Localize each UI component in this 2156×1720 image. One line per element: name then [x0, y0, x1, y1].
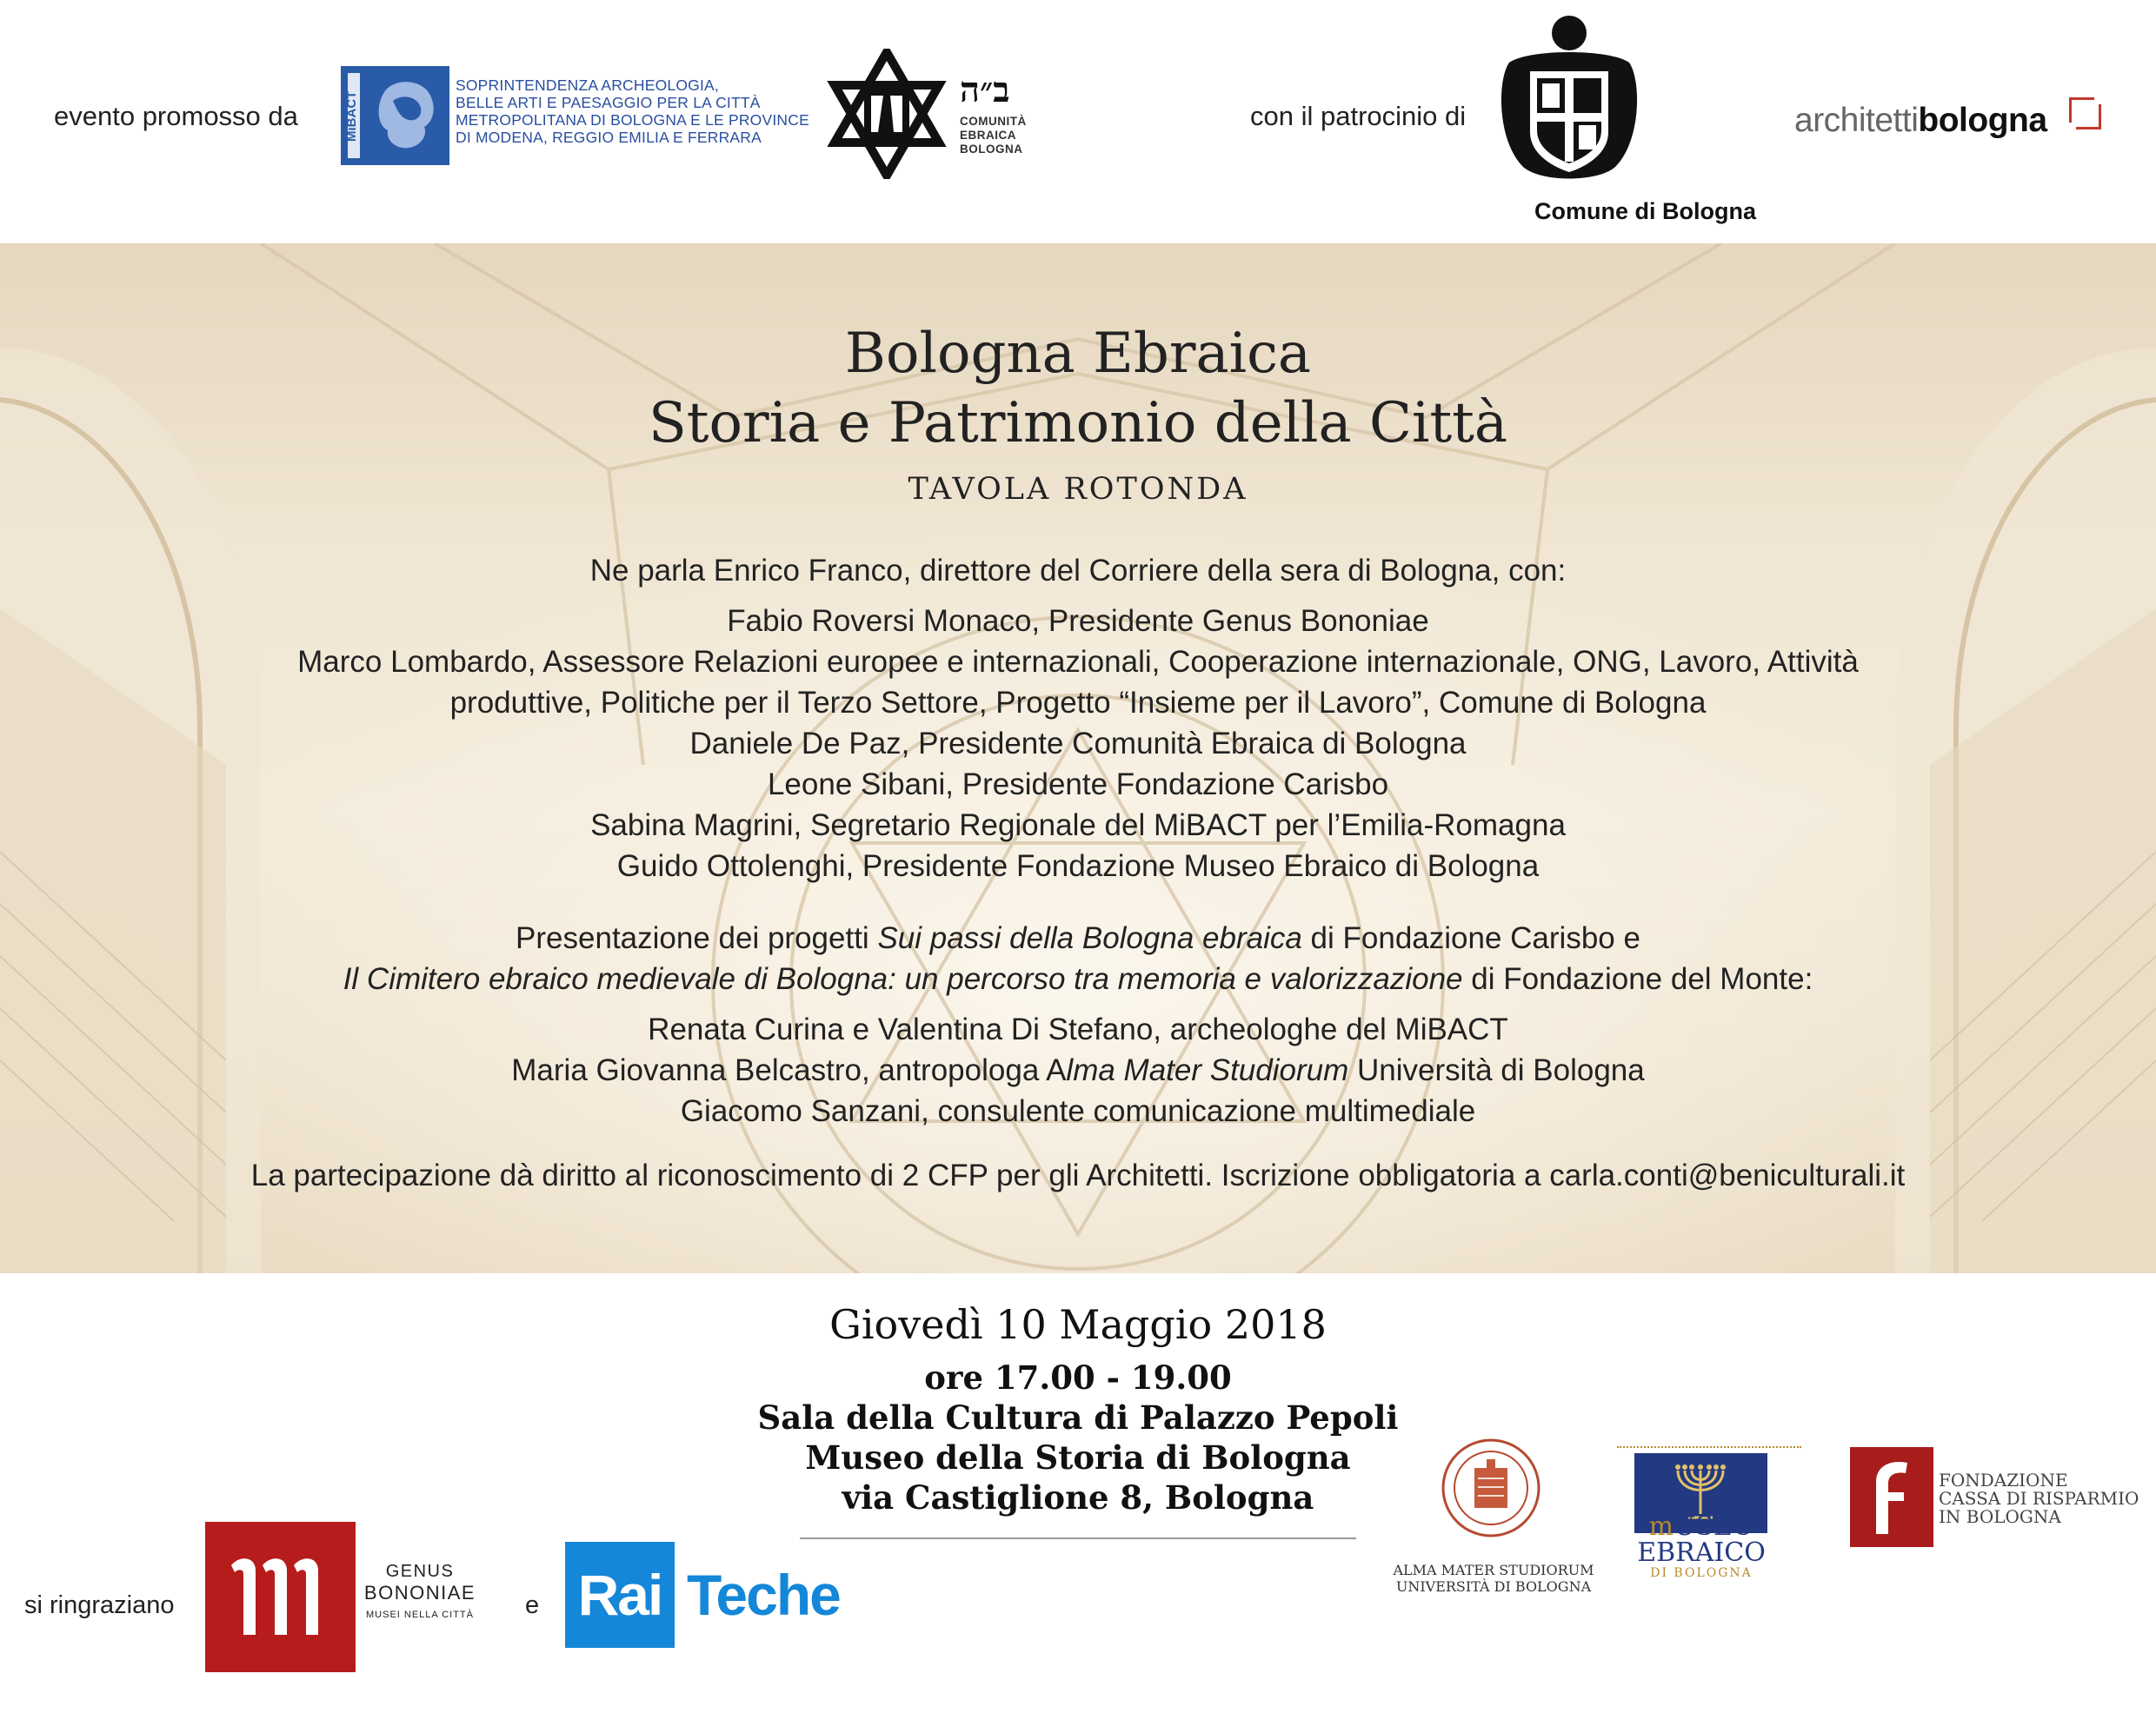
museo-ebraico-text [1627, 1511, 1775, 1580]
event-address: via Castiglione 8, Bologna [842, 1478, 1314, 1517]
presenter-3: Giacomo Sanzani, consulente comunicazione multimediale [680, 1094, 1476, 1128]
projects-line-1-post: di Fondazione Carisbo e [1301, 921, 1640, 955]
event-title-line-2: Storia e Patrimonio della Città [648, 391, 1508, 455]
projects-line-1-pre: Presentazione dei progetti [516, 921, 878, 955]
patronage-label: con il patrocinio di [1250, 101, 1467, 131]
comune-coat-of-arms-icon [1488, 10, 1650, 193]
museo-word [1627, 1511, 1775, 1542]
mibact-side-text: MiBACT [344, 90, 359, 143]
genus-line-3: MUSEI NELLA CITTÀ [366, 1610, 474, 1620]
fondazione-f-icon [1850, 1447, 1933, 1547]
rai-logo-box: Rai [565, 1542, 675, 1648]
fondazione-line-3: IN BOLOGNA [1939, 1506, 2061, 1527]
museo-useo: USEO [1674, 1511, 1754, 1542]
alma-mater-seal-icon [1440, 1437, 1542, 1539]
speaker-4: Leone Sibani, Presidente Fondazione Carisbo [767, 767, 1389, 801]
mibact-head-icon [367, 75, 442, 156]
projects-line-1 [0, 921, 2156, 956]
fondazione-carisbo-text [1939, 1471, 2139, 1526]
speaker-6: Guido Ottolenghi, Presidente Fondazione Museo Ebraico di Bologna [616, 849, 1540, 883]
presenter-2-pre: Maria Giovanna Belcastro, antropologa A [511, 1053, 1067, 1087]
speaker-5: Sabina Magrini, Segretario Regionale del MiBACT per l’Emilia-Romagna [590, 808, 1566, 842]
presenter-2-post: Università di Bologna [1348, 1053, 1645, 1087]
genus-m-icon [205, 1522, 356, 1672]
genus-bononiae-logo [205, 1522, 356, 1672]
museo-m: m [1648, 1511, 1674, 1542]
mibact-line-1: SOPRINTENDENZA ARCHEOLOGIA, [456, 76, 719, 94]
thanks-label: si ringraziano [24, 1591, 175, 1619]
alma-line-1: ALMA MATER STUDIORUM [1393, 1562, 1594, 1578]
event-room: Sala della Cultura di Palazzo Pepoli [757, 1398, 1399, 1437]
architetti-bologna-logo [1794, 102, 2047, 140]
and-label: e [525, 1591, 540, 1619]
projects-line-2-italic: Il Cimitero ebraico medievale di Bologna: un percorso tra memoria e valorizzazione [343, 962, 1463, 996]
comunita-ebraica-text [960, 115, 1027, 156]
comunita-line-1: COMUNITÀ [960, 115, 1027, 128]
event-banner [0, 243, 2156, 1273]
hebrew-mark: ב״ה [960, 70, 1010, 110]
architetti-bold: bologna [1918, 102, 2047, 139]
event-divider [800, 1537, 1356, 1539]
alma-line-2: UNIVERSITÀ DI BOLOGNA [1395, 1578, 1592, 1595]
architetti-light: architetti [1794, 102, 1919, 139]
speaker-1: Fabio Roversi Monaco, Presidente Genus Bononiae [727, 604, 1429, 638]
event-date: Giovedì 10 Maggio 2018 [829, 1301, 1327, 1348]
mibact-logo [341, 66, 449, 165]
mibact-line-2: BELLE ARTI E PAESAGGIO PER LA CITTÀ [456, 94, 761, 111]
event-time: ore 17.00 - 19.00 [924, 1358, 1232, 1397]
projects-line-1-italic: Sui passi della Bologna ebraica [877, 921, 1302, 955]
comune-di-bologna-label: Comune di Bologna [1534, 198, 1756, 224]
mibact-text [456, 76, 821, 146]
presenter-1: Renata Curina e Valentina Di Stefano, archeologhe del MiBACT [648, 1013, 1508, 1046]
comunita-line-3: BOLOGNA [960, 143, 1023, 156]
mibact-line-3: METROPOLITANA DI BOLOGNA E LE PROVINCE [456, 111, 809, 129]
projects-line-2 [0, 962, 2156, 997]
rai-teche-text: Teche [687, 1563, 840, 1627]
speaker-2: Marco Lombardo, Assessore Relazioni europee e internazionali, Cooperazione internazionale, ONG, Lavoro, Attività [297, 645, 1859, 679]
fondazione-line-1: FONDAZIONE [1939, 1470, 2068, 1491]
genus-line-2: BONONIAE [363, 1582, 476, 1604]
museo-ebraico-word: EBRAICO [1637, 1537, 1766, 1568]
presenter-2 [0, 1053, 2156, 1088]
architetti-square-icon-2 [2076, 104, 2101, 129]
comunita-line-2: EBRAICA [960, 129, 1017, 142]
speaker-3: Daniele De Paz, Presidente Comunità Ebraica di Bologna [689, 727, 1467, 760]
genus-line-1: GENUS [385, 1562, 455, 1581]
fondazione-line-2: CASSA DI RISPARMIO [1939, 1488, 2139, 1509]
intro-text: Ne parla Enrico Franco, direttore del Corriere della sera di Bologna, con: [589, 554, 1567, 588]
event-title-line-1: Bologna Ebraica [844, 322, 1312, 386]
museo-ornament [1617, 1446, 1801, 1450]
projects-line-2-post: di Fondazione del Monte: [1462, 962, 1813, 996]
event-subtitle: TAVOLA ROTONDA [908, 472, 1248, 507]
museo-di-bologna: DI BOLOGNA [1650, 1566, 1753, 1580]
alma-mater-text [1389, 1562, 1598, 1595]
presenter-2-italic: lma Mater Studiorum [1066, 1053, 1349, 1087]
star-of-david-logo [826, 49, 948, 179]
fondazione-carisbo-logo [1850, 1447, 1933, 1547]
mibact-line-4: DI MODENA, REGGIO EMILIA E FERRARA [456, 129, 762, 146]
cfp-note: La partecipazione dà diritto al riconoscimento di 2 CFP per gli Architetti. Iscrizione obbligatoria a carla.conti@beniculturali.it [250, 1159, 1906, 1192]
promoted-by-label: evento promosso da [54, 101, 298, 131]
speaker-2-continued: produttive, Politiche per il Terzo Settore, Progetto “Insieme per il Lavoro”, Comune di Bologna [449, 686, 1707, 720]
event-museum: Museo della Storia di Bologna [805, 1438, 1351, 1477]
genus-bononiae-text [363, 1562, 476, 1620]
